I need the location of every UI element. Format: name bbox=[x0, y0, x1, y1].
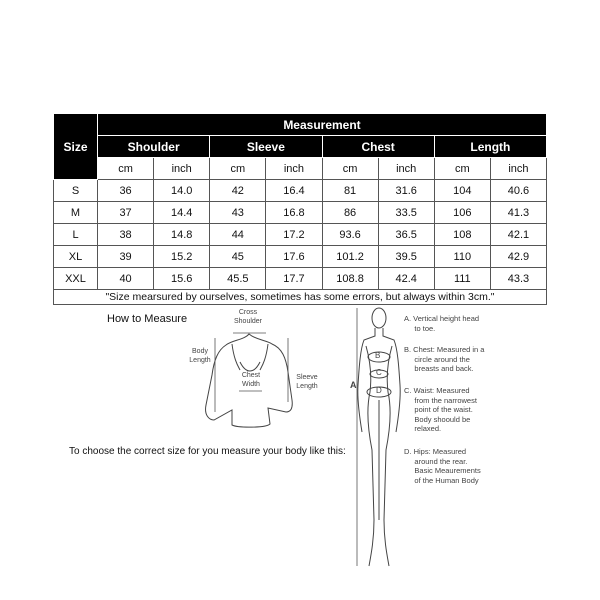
value-cell: 108.8 bbox=[322, 268, 378, 290]
value-cell: 110 bbox=[434, 246, 490, 268]
chest-width-label: Chest Width bbox=[241, 372, 261, 388]
value-cell: 40.6 bbox=[490, 180, 546, 202]
value-cell: 14.4 bbox=[154, 202, 210, 224]
value-cell: 16.4 bbox=[266, 180, 322, 202]
unit-header: inch bbox=[266, 158, 322, 180]
cross-shoulder-label: Cross Shoulder bbox=[233, 309, 263, 325]
value-cell: 81 bbox=[322, 180, 378, 202]
note-a: A. Vertical height head to toe. bbox=[404, 314, 480, 333]
size-cell: M bbox=[54, 202, 98, 224]
how-to-measure-title: How to Measure bbox=[107, 313, 188, 325]
value-cell: 45 bbox=[210, 246, 266, 268]
value-cell: 111 bbox=[434, 268, 490, 290]
body-length-label: Body Length bbox=[189, 348, 211, 364]
value-cell: 93.6 bbox=[322, 224, 378, 246]
value-cell: 17.2 bbox=[266, 224, 322, 246]
value-cell: 42 bbox=[210, 180, 266, 202]
value-cell: 15.6 bbox=[154, 268, 210, 290]
note-b: B. Chest: Measured in a circle around the breasts and back. bbox=[404, 345, 485, 373]
value-cell: 108 bbox=[434, 224, 490, 246]
size-chart-table bbox=[53, 113, 547, 305]
unit-header: inch bbox=[378, 158, 434, 180]
value-cell: 16.8 bbox=[266, 202, 322, 224]
table-row bbox=[54, 224, 547, 246]
group-header-chest: Chest bbox=[322, 136, 434, 158]
value-cell: 39 bbox=[98, 246, 154, 268]
unit-header: cm bbox=[434, 158, 490, 180]
value-cell: 43.3 bbox=[490, 268, 546, 290]
unit-header: cm bbox=[98, 158, 154, 180]
value-cell: 106 bbox=[434, 202, 490, 224]
value-cell: 42.1 bbox=[490, 224, 546, 246]
value-cell: 17.7 bbox=[266, 268, 322, 290]
value-cell: 15.2 bbox=[154, 246, 210, 268]
note-d: D. Hips: Measured around the rear. Basic Meaurements of the Human Body bbox=[404, 447, 481, 485]
value-cell: 43 bbox=[210, 202, 266, 224]
value-cell: 36 bbox=[98, 180, 154, 202]
value-cell: 86 bbox=[322, 202, 378, 224]
value-cell: 37 bbox=[98, 202, 154, 224]
value-cell: 14.0 bbox=[154, 180, 210, 202]
value-cell: 104 bbox=[434, 180, 490, 202]
value-cell: 42.4 bbox=[378, 268, 434, 290]
body-label-a: A bbox=[350, 380, 357, 390]
value-cell: 39.5 bbox=[378, 246, 434, 268]
choose-size-instruction: To choose the correct size for you measure your body like this: bbox=[69, 446, 346, 457]
value-cell: 38 bbox=[98, 224, 154, 246]
table-row bbox=[54, 268, 547, 290]
value-cell: 31.6 bbox=[378, 180, 434, 202]
measurement-header: Measurement bbox=[98, 114, 547, 136]
body-label-c: C bbox=[376, 368, 382, 377]
body-label-d: D bbox=[376, 386, 382, 395]
group-header-shoulder: Shoulder bbox=[98, 136, 210, 158]
value-cell: 17.6 bbox=[266, 246, 322, 268]
size-note: "Size mearsured by ourselves, sometimes has some errors, but always within 3cm." bbox=[54, 290, 547, 305]
value-cell: 42.9 bbox=[490, 246, 546, 268]
value-cell: 44 bbox=[210, 224, 266, 246]
value-cell: 41.3 bbox=[490, 202, 546, 224]
table-row bbox=[54, 202, 547, 224]
size-cell: L bbox=[54, 224, 98, 246]
value-cell: 45.5 bbox=[210, 268, 266, 290]
body-label-b: B bbox=[375, 351, 381, 360]
unit-header: inch bbox=[154, 158, 210, 180]
table-row bbox=[54, 246, 547, 268]
value-cell: 101.2 bbox=[322, 246, 378, 268]
table-row bbox=[54, 180, 547, 202]
group-header-length: Length bbox=[434, 136, 546, 158]
size-header: Size bbox=[54, 114, 98, 180]
sleeve-length-label: Sleeve Length bbox=[296, 374, 318, 390]
note-c: C. Waist: Measured from the narrowest point of the waist. Body shoould be relaxed. bbox=[404, 386, 477, 433]
value-cell: 14.8 bbox=[154, 224, 210, 246]
size-cell: XL bbox=[54, 246, 98, 268]
value-cell: 36.5 bbox=[378, 224, 434, 246]
unit-header: cm bbox=[210, 158, 266, 180]
size-cell: S bbox=[54, 180, 98, 202]
size-cell: XXL bbox=[54, 268, 98, 290]
unit-header: cm bbox=[322, 158, 378, 180]
unit-header: inch bbox=[490, 158, 546, 180]
group-header-sleeve: Sleeve bbox=[210, 136, 322, 158]
value-cell: 33.5 bbox=[378, 202, 434, 224]
value-cell: 40 bbox=[98, 268, 154, 290]
